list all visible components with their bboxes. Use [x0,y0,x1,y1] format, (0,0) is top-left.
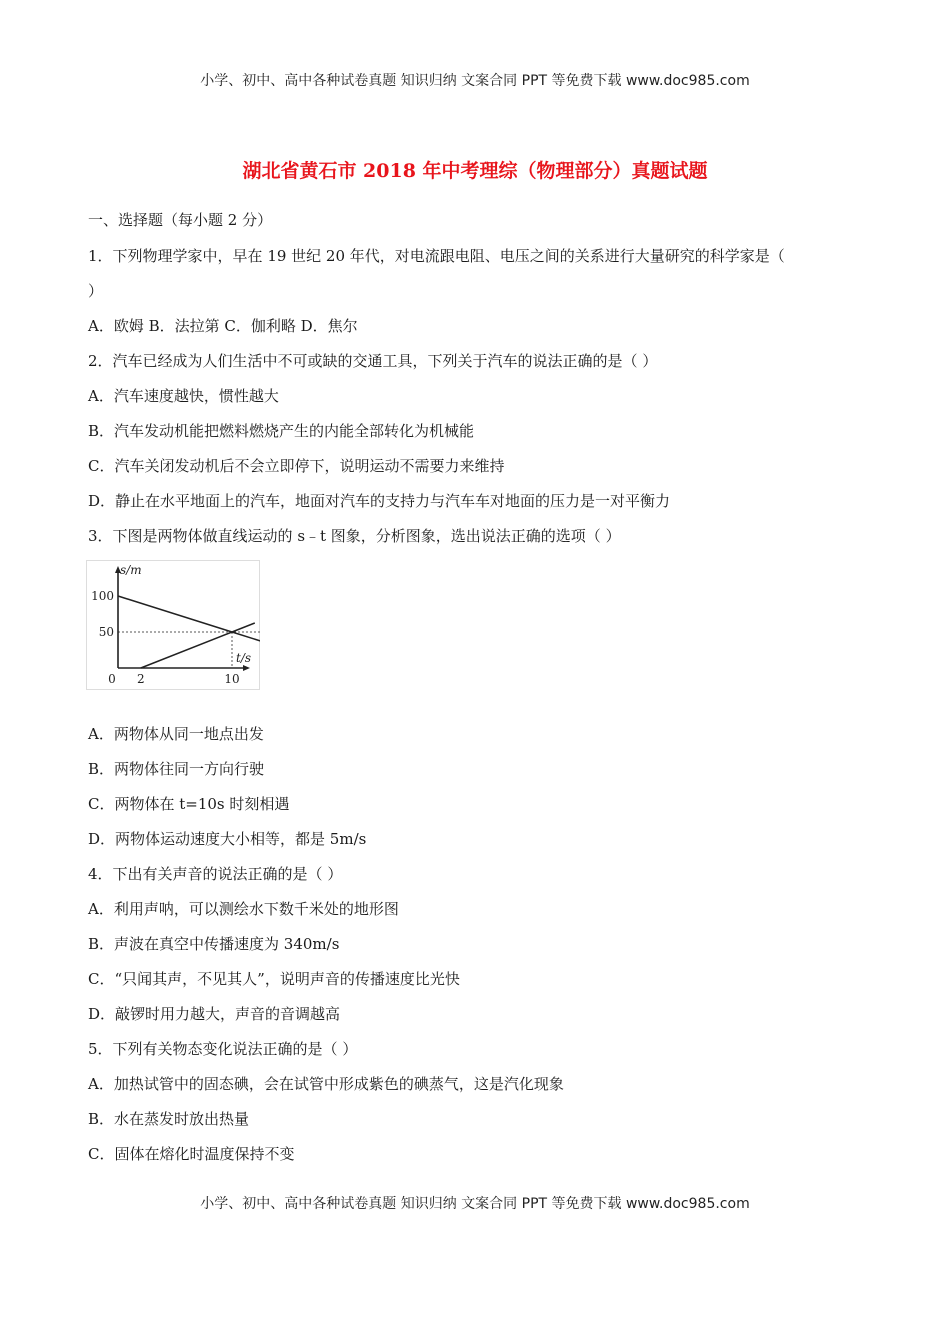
q1-options: A．欧姆 B．法拉第 C．伽利略 D．焦尔 [88,317,358,335]
q2-option-b: B．汽车发动机能把燃料燃烧产生的内能全部转化为机械能 [88,422,475,440]
q4-option-b: B．声波在真空中传播速度为 340m/s [88,935,340,953]
q3-option-d: D．两物体运动速度大小相等，都是 5m/s [88,830,367,848]
q2-option-c: C．汽车关闭发动机后不会立即停下，说明运动不需要力来维持 [88,457,505,475]
x-tick-label-0: 0 [108,672,116,686]
q2-option-d: D．静止在水平地面上的汽车，地面对汽车的支持力与汽车车对地面的压力是一对平衡力 [88,492,671,510]
y-tick-label-50: 50 [98,625,114,639]
x-tick-label-10: 10 [224,672,240,686]
q2-stem: 2．汽车已经成为人们生活中不可或缺的交通工具，下列关于汽车的说法正确的是（ ） [88,352,658,370]
q1-stem-continued: ） [88,282,104,300]
q5-option-c: C．固体在熔化时温度保持不变 [88,1145,295,1163]
exam-title: 湖北省黄石市 2018 年中考理综（物理部分）真题试题 [242,160,708,182]
q3-option-c: C．两物体在 t=10s 时刻相遇 [88,795,290,813]
x-tick-label-2: 2 [136,672,145,686]
page-footer: 小学、初中、高中各种试卷真题 知识归纳 文案合同 PPT 等免费下载 www.doc985.com [200,1196,750,1212]
q3-stem: 3．下图是两物体做直线运动的 s﹣t 图象，分析图象，选出说法正确的选项（ ） [88,527,621,545]
q4-option-a: A．利用声呐，可以测绘水下数千米处的地形图 [88,900,399,918]
q2-option-a: A．汽车速度越快，惯性越大 [88,387,279,405]
q5-option-a: A．加热试管中的固态碘，会在试管中形成紫色的碘蒸气，这是汽化现象 [88,1075,564,1093]
q3-option-b: B．两物体往同一方向行驶 [88,760,265,778]
q4-option-d: D．敲锣时用力越大，声音的音调越高 [88,1005,341,1023]
q3-option-a: A．两物体从同一地点出发 [88,725,264,743]
q5-stem: 5．下列有关物态变化说法正确的是（ ） [88,1040,358,1058]
y-tick-label-100: 100 [91,589,114,603]
y-axis-label: s/m [120,563,142,577]
x-axis-label: t/s [236,651,252,665]
page-header: 小学、初中、高中各种试卷真题 知识归纳 文案合同 PPT 等免费下载 www.doc985.com [200,73,750,89]
st-graph-svg [86,560,260,690]
q5-option-b: B．水在蒸发时放出热量 [88,1110,250,1128]
section-heading: 一、选择题（每小题 2 分） [88,211,273,229]
q4-option-c: C．“只闻其声，不见其人”，说明声音的传播速度比光快 [88,970,460,988]
q1-stem: 1．下列物理学家中，早在 19 世纪 20 年代，对电流跟电阻、电压之间的关系进行大量研究的科学家是（ [88,247,785,265]
st-graph [86,560,260,690]
q4-stem: 4．下出有关声音的说法正确的是（ ） [88,865,343,883]
